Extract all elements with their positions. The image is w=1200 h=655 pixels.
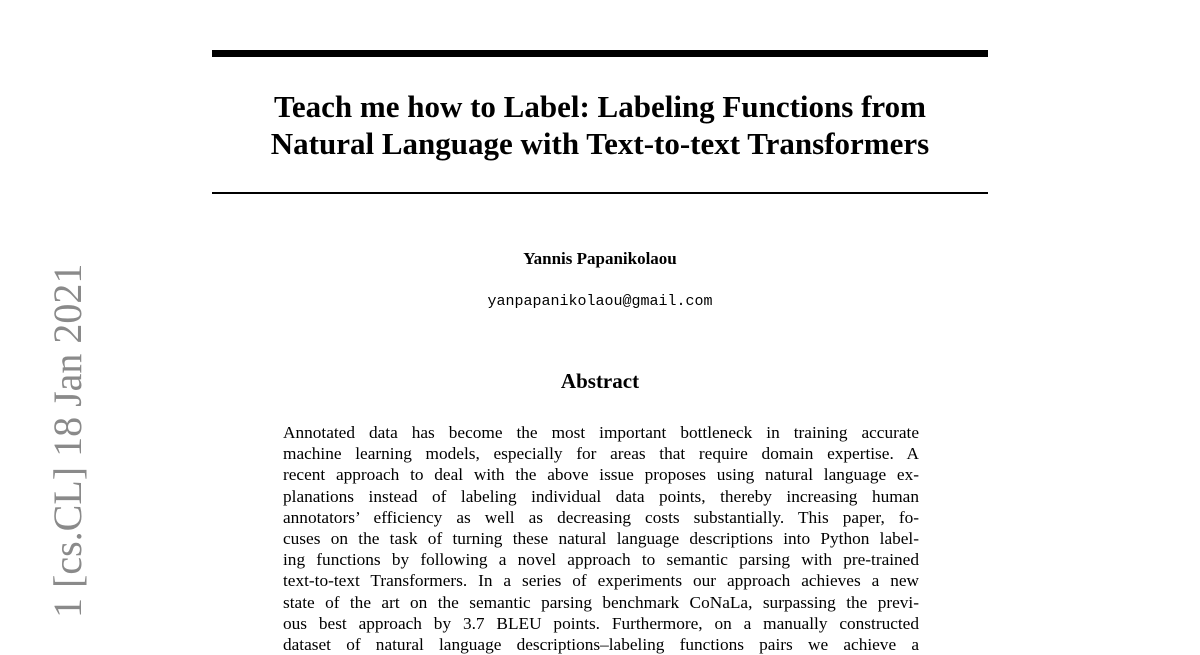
author-email: yanpapanikolaou@gmail.com [487, 293, 713, 310]
abstract-line: state of the art on the semantic parsing benchmark CoNaLa, surpassing the previ- [283, 592, 919, 612]
paper-title [212, 88, 988, 162]
abstract-line: recent approach to deal with the above issue proposes using natural language ex- [283, 465, 919, 485]
abstract-line: text-to-text Transformers. In a series of experiments our approach achieves a new [283, 571, 919, 591]
abstract-line: machine learning models, especially for areas that require domain expertise. A [283, 444, 919, 464]
abstract-line: annotators’ efficiency as well as decreasing costs substantially. This paper, fo- [283, 507, 919, 527]
abstract-body [283, 422, 919, 655]
abstract-line: ous best approach by 3.7 BLEU points. Furthermore, on a manually constructed [283, 613, 919, 633]
abstract-line: Annotated data has become the most important bottleneck in training accurate [283, 423, 919, 442]
title-top-rule [212, 50, 988, 57]
paper-title-line-1: Teach me how to Label: Labeling Functions from [274, 89, 926, 124]
abstract-line: ing functions by following a novel approach to semantic parsing with pre-trained [283, 550, 919, 570]
arxiv-identifier-stamp: 1 [cs.CL] 18 Jan 2021 [45, 263, 90, 618]
paper-title-line-2: Natural Language with Text-to-text Transformers [270, 126, 930, 161]
author-name: Yannis Papanikolaou [523, 249, 677, 268]
abstract-line: cuses on the task of turning these natural language descriptions into Python label- [283, 529, 919, 549]
abstract-line: planations instead of labeling individual data points, thereby increasing human [283, 486, 919, 506]
abstract-line: dataset of natural language descriptions–labeling functions pairs we achieve a [283, 635, 919, 655]
abstract-heading: Abstract [560, 369, 640, 393]
title-bottom-rule [212, 192, 988, 194]
